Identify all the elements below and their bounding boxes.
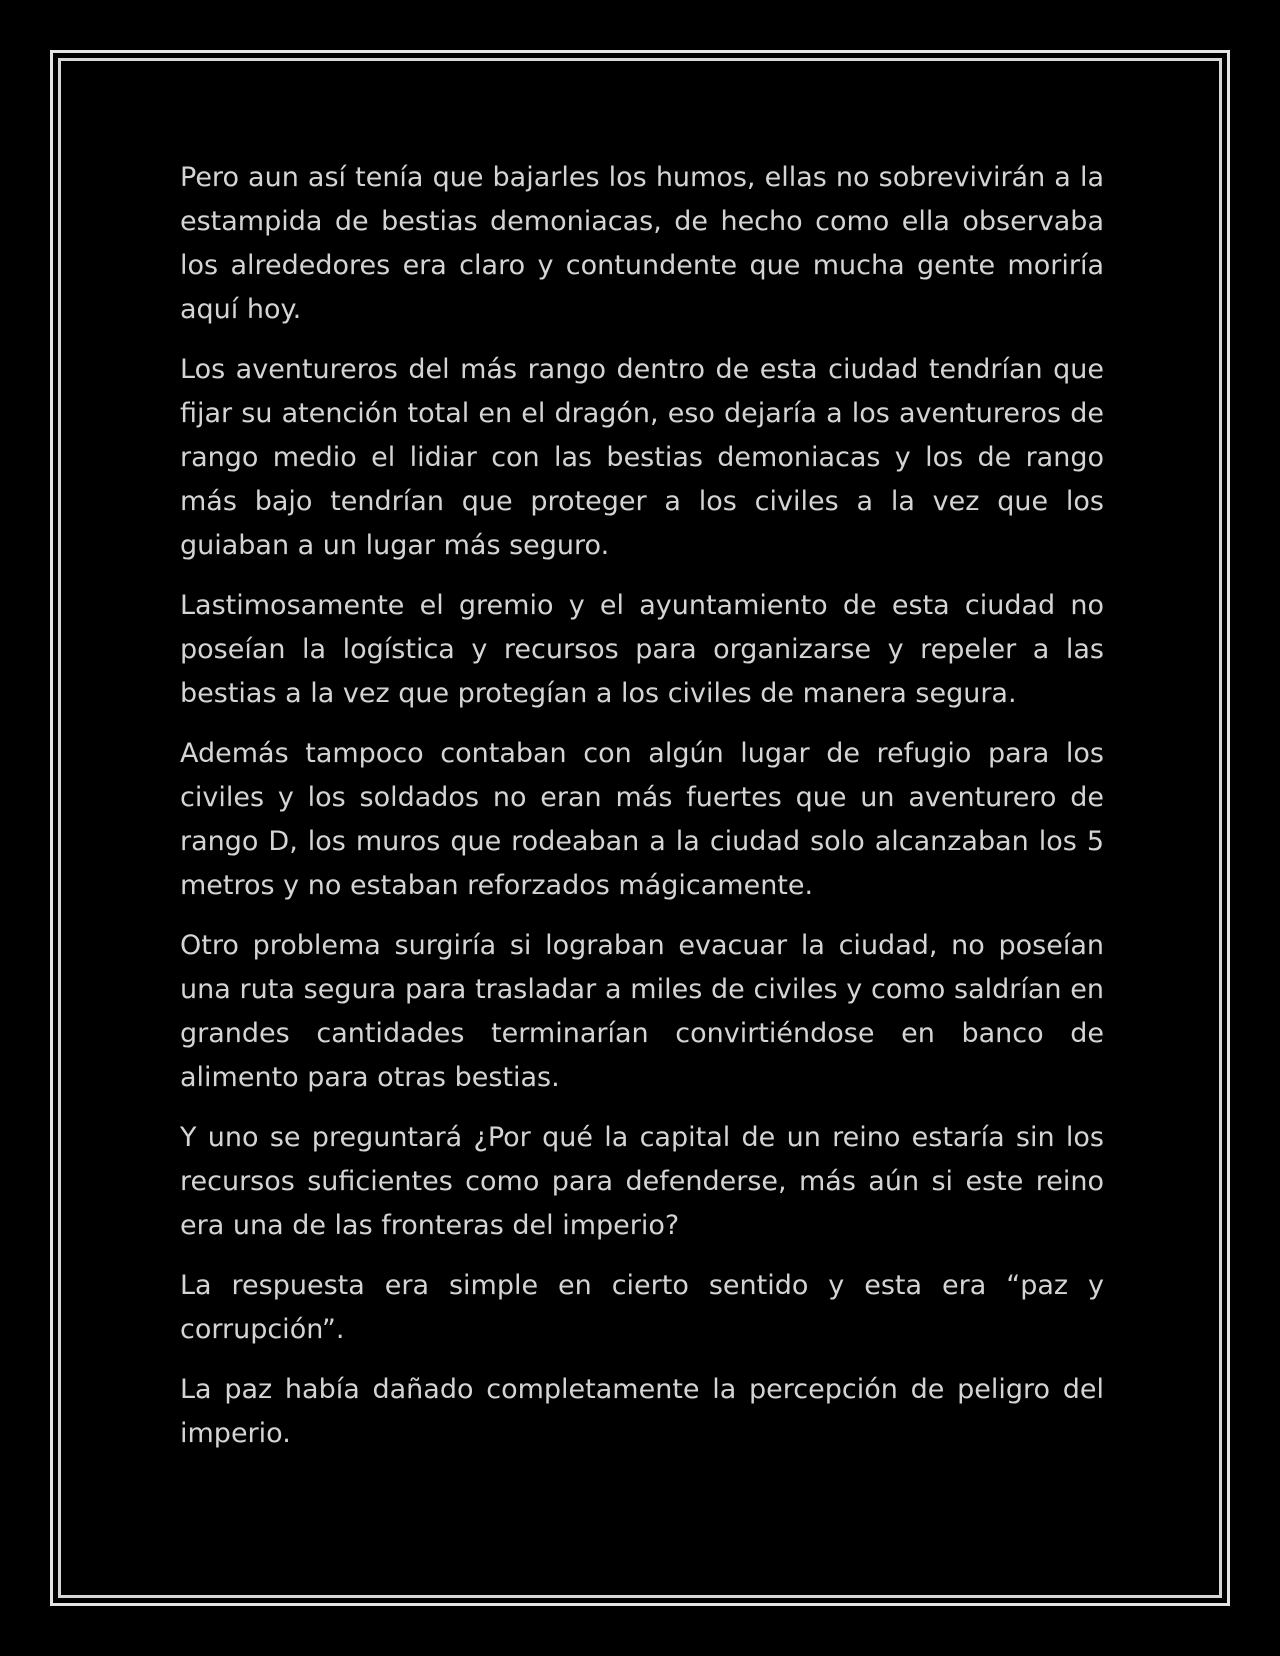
- paragraph-6: Y uno se preguntará ¿Por qué la capital de un reino estaría sin los recursos suficientes como para defenderse, más aún si este reino era una de las fronteras del imperio?: [180, 1122, 1104, 1241]
- paragraph-8: La paz había dañado completamente la percepción de peligro del imperio.: [180, 1374, 1104, 1449]
- document-text: [180, 156, 1104, 1472]
- paragraph-3: Lastimosamente el gremio y el ayuntamiento de esta ciudad no poseían la logística y recursos para organizarse y repeler a las bestias a la vez que protegían a los civiles de manera segura.: [180, 590, 1104, 709]
- paragraph-5: Otro problema surgiría si lograban evacuar la ciudad, no poseían una ruta segura para trasladar a miles de civiles y como saldrían en grandes cantidades terminarían convirtiéndose en banco de alimento para otras bestias.: [180, 930, 1104, 1093]
- page-frame: [50, 50, 1230, 1606]
- paragraph-1: Pero aun así tenía que bajarles los humos, ellas no sobrevivirán a la estampida de bestias demoniacas, de hecho como ella observaba los alrededores era claro y contundente que mucha gente moriría aquí hoy.: [180, 162, 1104, 325]
- page-inner-border: [58, 58, 1222, 1598]
- paragraph-2: Los aventureros del más rango dentro de esta ciudad tendrían que fijar su atención total en el dragón, eso dejaría a los aventureros de rango medio el lidiar con las bestias demoniacas y los de rango más bajo tendrían que proteger a los civiles a la vez que los guiaban a un lugar más seguro.: [180, 354, 1104, 561]
- paragraph-7: La respuesta era simple en cierto sentido y esta era “paz y corrupción”.: [180, 1270, 1104, 1345]
- paragraph-4: Además tampoco contaban con algún lugar de refugio para los civiles y los soldados no eran más fuertes que un aventurero de rango D, los muros que rodeaban a la ciudad solo alcanzaban los 5 metros y no estaban reforzados mágicamente.: [180, 738, 1104, 901]
